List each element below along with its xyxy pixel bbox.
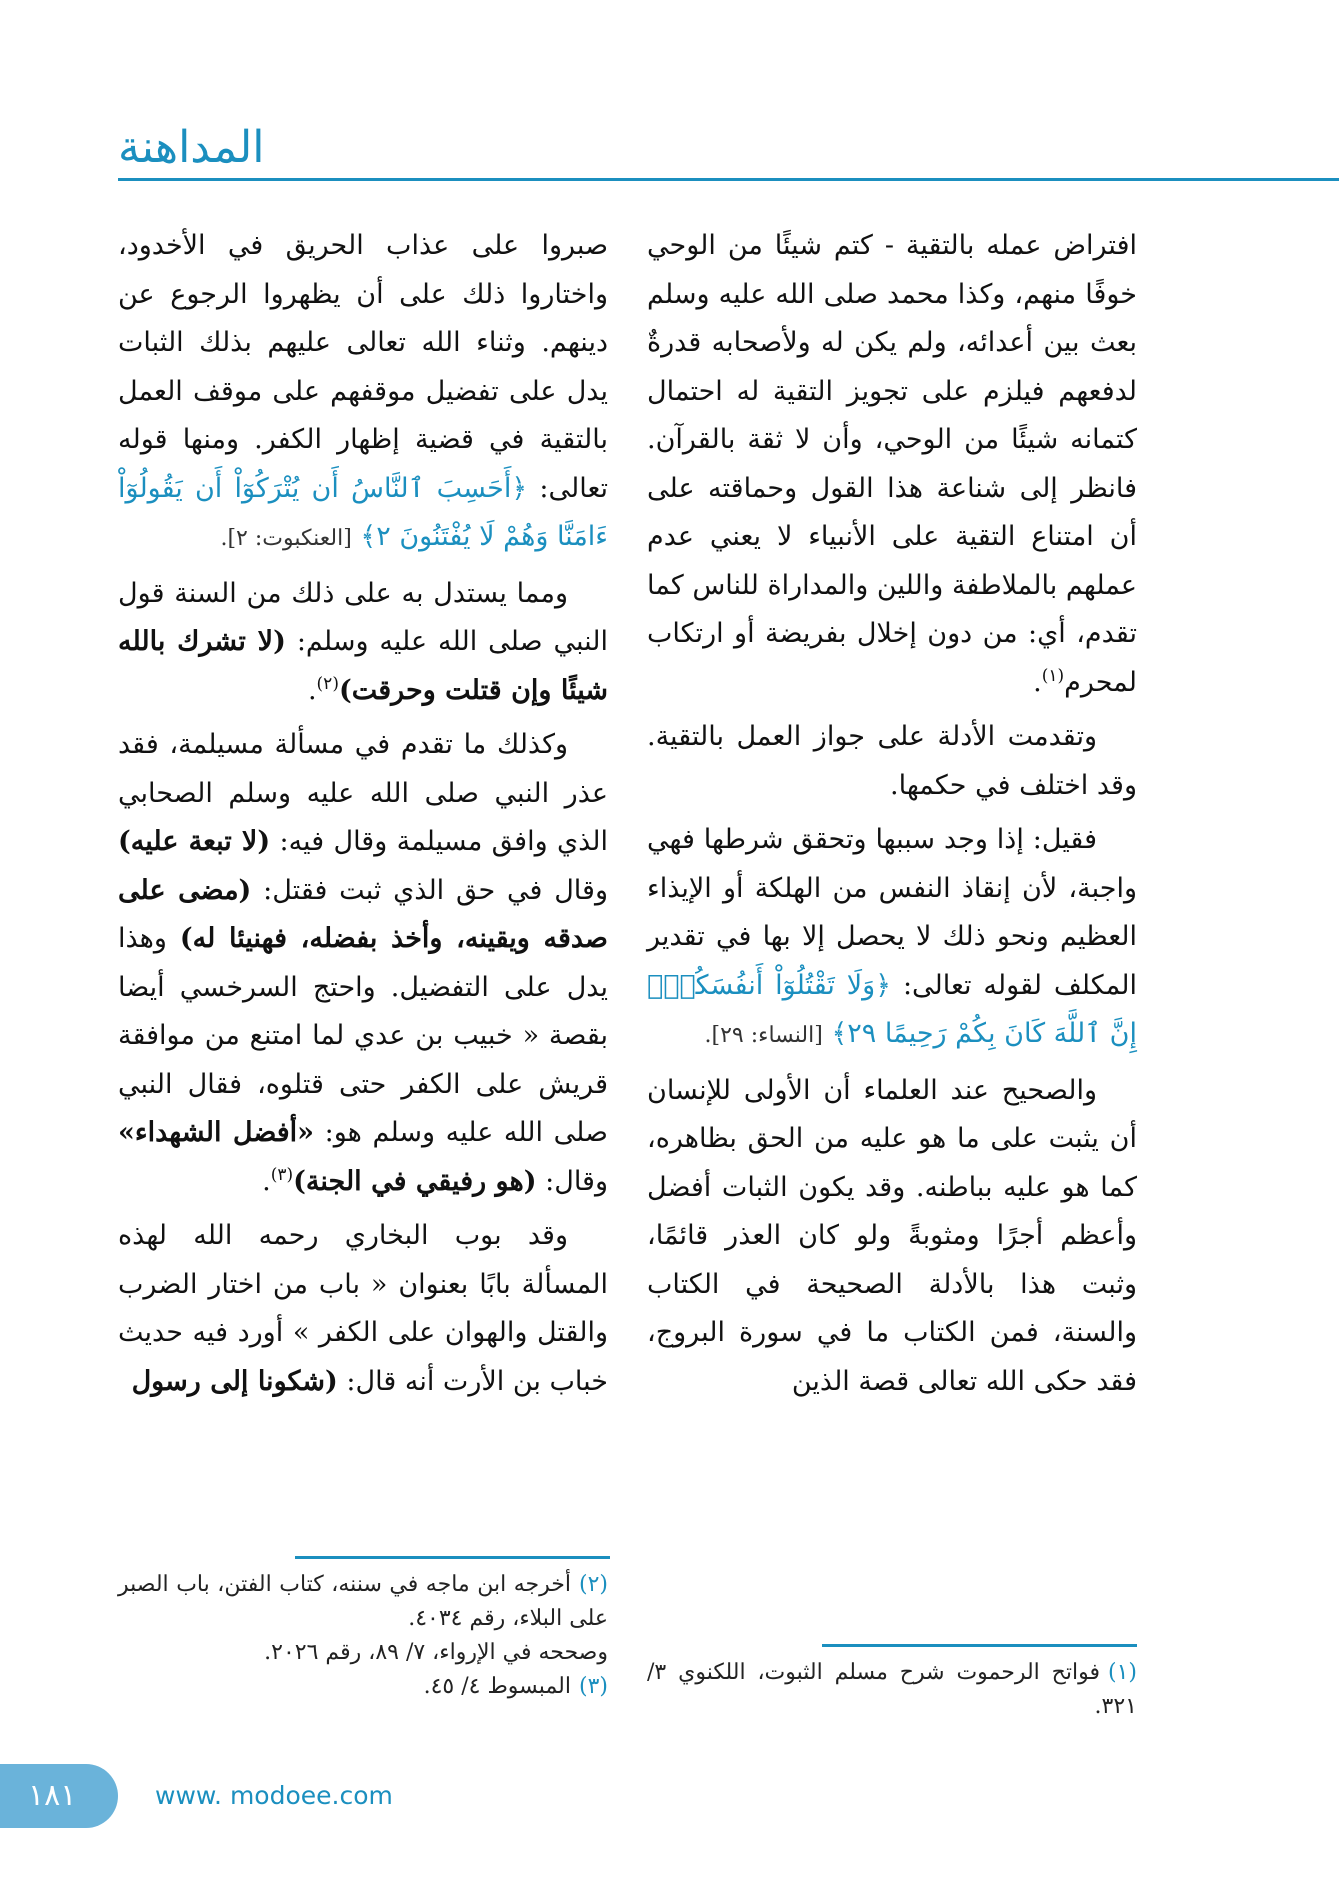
- page-number: ١٨١: [28, 1778, 77, 1813]
- period: .: [307, 674, 317, 706]
- paragraph: [118, 570, 608, 716]
- header-rule: [118, 178, 1339, 181]
- footnote-number: (١): [1107, 1660, 1137, 1685]
- page-header-title: المداهنة: [118, 122, 265, 173]
- footnote-ref[interactable]: (١): [1041, 665, 1065, 686]
- hadith-text: (لا تشرك بالله شيئًا وإن قتلت وحرقت): [118, 626, 608, 706]
- footnote: [118, 1568, 608, 1636]
- footnote-number: (٢): [578, 1572, 608, 1597]
- hadith-text: (شكونا إلى رسول: [131, 1365, 338, 1397]
- footnotes-right: [647, 1656, 1137, 1724]
- surah-reference: [النساء: ٢٩].: [704, 1023, 823, 1048]
- paragraph: [647, 713, 1137, 810]
- right-column: [647, 222, 1137, 1412]
- paragraph: [118, 222, 608, 564]
- paragraph: [647, 222, 1137, 707]
- footnote-number: (٣): [578, 1674, 608, 1699]
- paragraph: [647, 816, 1137, 1061]
- paragraph-text: وهذا يدل على التفضيل. واحتج السرخسي أيضا بقصة « خبيب بن عدي لما امتنع من موافقة قريش على الكفر حتى قتلوه، فقال النبي صلى الله عليه وسلم هو:: [118, 923, 608, 1148]
- hadith-text: «أفضل الشهداء»: [118, 1117, 315, 1148]
- paragraph: [118, 1212, 608, 1406]
- quran-verse: ﴿وَلَا تَقْتُلُوٓاْ أَنفُسَكُمْۚ إِنَّ ٱللَّهَ كَانَ بِكُمْ رَحِيمًا ٢٩﴾: [647, 969, 1137, 1049]
- period: .: [262, 1165, 271, 1197]
- footnote-text: المبسوط ٤/ ٤٥.: [423, 1674, 571, 1699]
- footnote-ref[interactable]: (٢): [316, 673, 339, 694]
- footnote-text: فواتح الرحموت شرح مسلم الثبوت، اللكنوي ٣/ ٣٢١.: [647, 1660, 1137, 1719]
- quran-verse: ﴿أَحَسِبَ ٱلنَّاسُ أَن يُتْرَكُوٓاْ أَن يَقُولُوٓاْ ءَامَنَّا وَهُمْ لَا يُفْتَنُونَ ٢﴾: [118, 472, 608, 552]
- footnote-text: وصححه في الإرواء، ٧/ ٨٩، رقم ٢٠٢٦.: [264, 1640, 608, 1665]
- footnote-ref[interactable]: (٣): [270, 1164, 294, 1185]
- hadith-text: (مضى على صدقه ويقينه، وأخذ بفضله، فهنيئا له): [118, 874, 608, 954]
- surah-reference: [العنكبوت: ٢].: [220, 526, 352, 551]
- paragraph-text: وتقدمت الأدلة على جواز العمل بالتقية. وقد اختلف في حكمها.: [647, 721, 1137, 801]
- paragraph-text: والصحيح عند العلماء أن الأولى للإنسان أن يثبت على ما هو عليه من الحق بظاهره، كما هو عليه بباطنه. وقد يكون الثبات أفضل وأعظم أجرًا ومثوبةً ولو كان العذر قائمًا، وثبت هذا بالأدلة الصحيحة في الكتاب والسنة، فمن الكتاب ما في سورة البروج، فقد حكى الله تعالى قصة الذين: [647, 1074, 1137, 1397]
- paragraph-text: افتراض عمله بالتقية - كتم شيئًا من الوحي خوفًا منهم، وكذا محمد صلى الله عليه وسلم بعث بين أعدائه، ولم يكن له ولأصحابه قدرةٌ لدفعهم فيلزم على تجويز التقية له احتمال كتمانه شيئًا من الوحي، وأن لا ثقة بالقرآن. فانظر إلى شناعة هذا القول وحماقته على أن امتناع التقية على الأنبياء لا يعني عدم عملهم بالملاطفة واللين والمداراة للناس كما تقدم، أي: من دون إخلال بفريضة أو ارتكاب لمحرم: [647, 230, 1137, 698]
- paragraph-text: وقال:: [545, 1165, 608, 1197]
- paragraph: [647, 1067, 1137, 1407]
- period: .: [1033, 666, 1042, 698]
- paragraph-text: وقال في حق الذي ثبت فقتل:: [263, 874, 608, 906]
- footnote: [118, 1636, 608, 1670]
- paragraph-text: وقد بوب البخاري رحمه الله لهذه المسألة بابًا بعنوان « باب من اختار الضرب والقتل والهوان على الكفر » أورد فيه حديث خباب بن الأرت أنه قال:: [118, 1220, 608, 1397]
- footnote: [118, 1670, 608, 1704]
- hadith-text: (هو رفيقي في الجنة): [293, 1165, 537, 1197]
- footnotes-left: [118, 1568, 608, 1704]
- footnote-rule: [822, 1644, 1137, 1647]
- paragraph-text: فقيل: إذا وجد سببها وتحقق شرطها فهي واجبة، لأن إنقاذ النفس من الهلكة أو الإيذاء العظيم ونحو ذلك لا يحصل إلا بها في تقدير المكلف لقوله تعالى:: [647, 824, 1137, 1001]
- paragraph-text: ومما يستدل به على ذلك من السنة قول النبي صلى الله عليه وسلم:: [118, 577, 608, 657]
- hadith-text: (لا تبعة عليه): [118, 826, 271, 857]
- paragraph-text: صبروا على عذاب الحريق في الأخدود، واختاروا ذلك على أن يظهروا الرجوع عن دينهم. وثناء الله تعالى عليهم بذلك الثبات يدل على تفضيل موقفهم على موقف العمل بالتقية في قضية إظهار الكفر. ومنها قوله تعالى:: [118, 230, 608, 504]
- paragraph-text: وكذلك ما تقدم في مسألة مسيلمة، فقد عذر النبي صلى الله عليه وسلم الصحابي الذي وافق مسيلمة وقال فيه:: [118, 729, 609, 857]
- site-url-link[interactable]: www. modoee.com: [155, 1781, 393, 1810]
- footnote: [647, 1656, 1137, 1724]
- footnote-rule: [295, 1556, 610, 1559]
- paragraph: [118, 721, 608, 1206]
- footnote-text: أخرجه ابن ماجه في سننه، كتاب الفتن، باب الصبر على البلاء، رقم ٤٠٣٤.: [118, 1572, 608, 1631]
- left-column: [118, 222, 608, 1412]
